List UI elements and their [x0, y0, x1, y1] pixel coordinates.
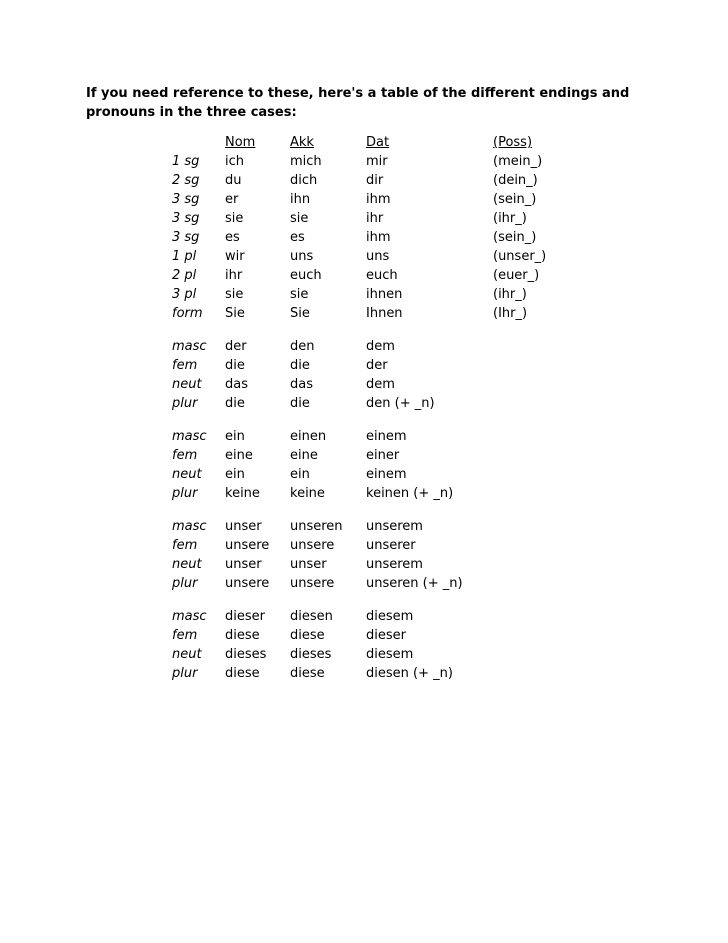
cell-label: plur: [172, 576, 198, 591]
cell-akk: unseren: [290, 519, 343, 534]
cell-nom: unser: [225, 519, 262, 534]
cell-label: plur: [172, 396, 198, 411]
cell-poss: (unser_): [493, 249, 547, 264]
cell-dat: dem: [366, 377, 395, 392]
cell-akk: diesen: [290, 609, 333, 624]
cell-dat: unserer: [366, 538, 416, 553]
cell-akk: unser: [290, 557, 327, 572]
cell-nom: das: [225, 377, 248, 392]
intro-paragraph: If you need reference to these, here's a table of the different endings and pronouns in the three cases:: [86, 86, 630, 120]
cell-dat: keinen (+ _n): [366, 486, 454, 501]
cell-nom: du: [225, 173, 242, 188]
cell-nom: ein: [225, 429, 245, 444]
cell-akk: diese: [290, 628, 325, 643]
header-nom: Nom: [225, 135, 256, 150]
cell-label: masc: [172, 609, 207, 624]
cell-label: fem: [172, 448, 198, 463]
header-dat: Dat: [366, 135, 390, 150]
cell-dat: einer: [366, 448, 400, 463]
cell-akk: mich: [290, 154, 322, 169]
cell-dat: ihnen: [366, 287, 403, 302]
cell-label: neut: [172, 467, 202, 482]
cell-dat: ihm: [366, 230, 391, 245]
cell-akk: es: [290, 230, 305, 245]
cell-nom: diese: [225, 628, 260, 643]
cell-akk: Sie: [290, 306, 310, 321]
cell-label: neut: [172, 377, 202, 392]
cell-dat: dir: [366, 173, 384, 188]
cell-akk: den: [290, 339, 315, 354]
cell-akk: keine: [290, 486, 325, 501]
cell-akk: die: [290, 358, 310, 373]
header-akk: Akk: [290, 135, 314, 150]
cell-poss: (mein_): [493, 154, 543, 169]
cell-nom: wir: [225, 249, 245, 264]
cell-dat: diesem: [366, 647, 414, 662]
cell-label: form: [172, 306, 203, 321]
cell-dat: unserem: [366, 557, 423, 572]
cell-label: plur: [172, 666, 198, 681]
cell-nom: Sie: [225, 306, 245, 321]
cell-poss: (sein_): [493, 230, 537, 245]
cell-poss: (ihr_): [493, 287, 527, 302]
header-poss: (Poss): [493, 135, 533, 150]
cell-poss: (dein_): [493, 173, 538, 188]
cell-dat: unserem: [366, 519, 423, 534]
cell-akk: dieses: [290, 647, 332, 662]
cell-label: 3 sg: [172, 211, 200, 226]
cell-label: 1 pl: [172, 249, 197, 264]
cell-nom: sie: [225, 211, 244, 226]
cell-akk: uns: [290, 249, 314, 264]
cell-nom: die: [225, 358, 245, 373]
cell-label: neut: [172, 647, 202, 662]
cell-nom: diese: [225, 666, 260, 681]
cell-dat: dieser: [366, 628, 406, 643]
cell-akk: einen: [290, 429, 327, 444]
cell-label: 3 pl: [172, 287, 197, 302]
cell-label: fem: [172, 538, 198, 553]
cell-label: masc: [172, 429, 207, 444]
cell-akk: sie: [290, 211, 309, 226]
cell-label: masc: [172, 519, 207, 534]
cell-label: 2 pl: [172, 268, 197, 283]
cell-dat: diesem: [366, 609, 414, 624]
cell-akk: unsere: [290, 576, 335, 591]
cell-dat: mir: [366, 154, 388, 169]
cell-akk: die: [290, 396, 310, 411]
cell-label: 3 sg: [172, 230, 200, 245]
cell-poss: (euer_): [493, 268, 540, 283]
cell-label: 1 sg: [172, 154, 200, 169]
cell-dat: diesen (+ _n): [366, 666, 453, 681]
cell-dat: dem: [366, 339, 395, 354]
cell-nom: der: [225, 339, 247, 354]
cell-poss: (ihr_): [493, 211, 527, 226]
cell-nom: unser: [225, 557, 262, 572]
cell-poss: (sein_): [493, 192, 537, 207]
cell-dat: unseren (+ _n): [366, 576, 463, 591]
cell-dat: der: [366, 358, 388, 373]
cell-label: 3 sg: [172, 192, 200, 207]
cell-nom: unsere: [225, 538, 270, 553]
cell-nom: die: [225, 396, 245, 411]
cell-poss: (Ihr_): [493, 306, 528, 321]
cell-akk: euch: [290, 268, 322, 283]
cell-dat: euch: [366, 268, 398, 283]
cell-akk: das: [290, 377, 313, 392]
cell-dat: einem: [366, 429, 407, 444]
cell-dat: ihr: [366, 211, 384, 226]
cell-label: neut: [172, 557, 202, 572]
cell-akk: ihn: [290, 192, 311, 207]
cell-dat: den (+ _n): [366, 396, 435, 411]
cell-akk: ein: [290, 467, 310, 482]
cell-nom: ich: [225, 154, 244, 169]
cell-dat: einem: [366, 467, 407, 482]
cell-dat: uns: [366, 249, 390, 264]
cell-akk: diese: [290, 666, 325, 681]
cell-dat: Ihnen: [366, 306, 403, 321]
cell-label: 2 sg: [172, 173, 200, 188]
cell-nom: ihr: [225, 268, 243, 283]
cell-akk: unsere: [290, 538, 335, 553]
cell-nom: eine: [225, 448, 253, 463]
cell-akk: sie: [290, 287, 309, 302]
cell-nom: unsere: [225, 576, 270, 591]
cell-label: masc: [172, 339, 207, 354]
cell-nom: keine: [225, 486, 260, 501]
cell-dat: ihm: [366, 192, 391, 207]
cell-label: fem: [172, 358, 198, 373]
cell-label: fem: [172, 628, 198, 643]
cell-nom: dieser: [225, 609, 265, 624]
cell-nom: ein: [225, 467, 245, 482]
cell-nom: es: [225, 230, 240, 245]
cell-akk: dich: [290, 173, 318, 188]
cell-nom: sie: [225, 287, 244, 302]
cell-label: plur: [172, 486, 198, 501]
cell-nom: er: [225, 192, 239, 207]
cell-akk: eine: [290, 448, 318, 463]
cell-nom: dieses: [225, 647, 267, 662]
